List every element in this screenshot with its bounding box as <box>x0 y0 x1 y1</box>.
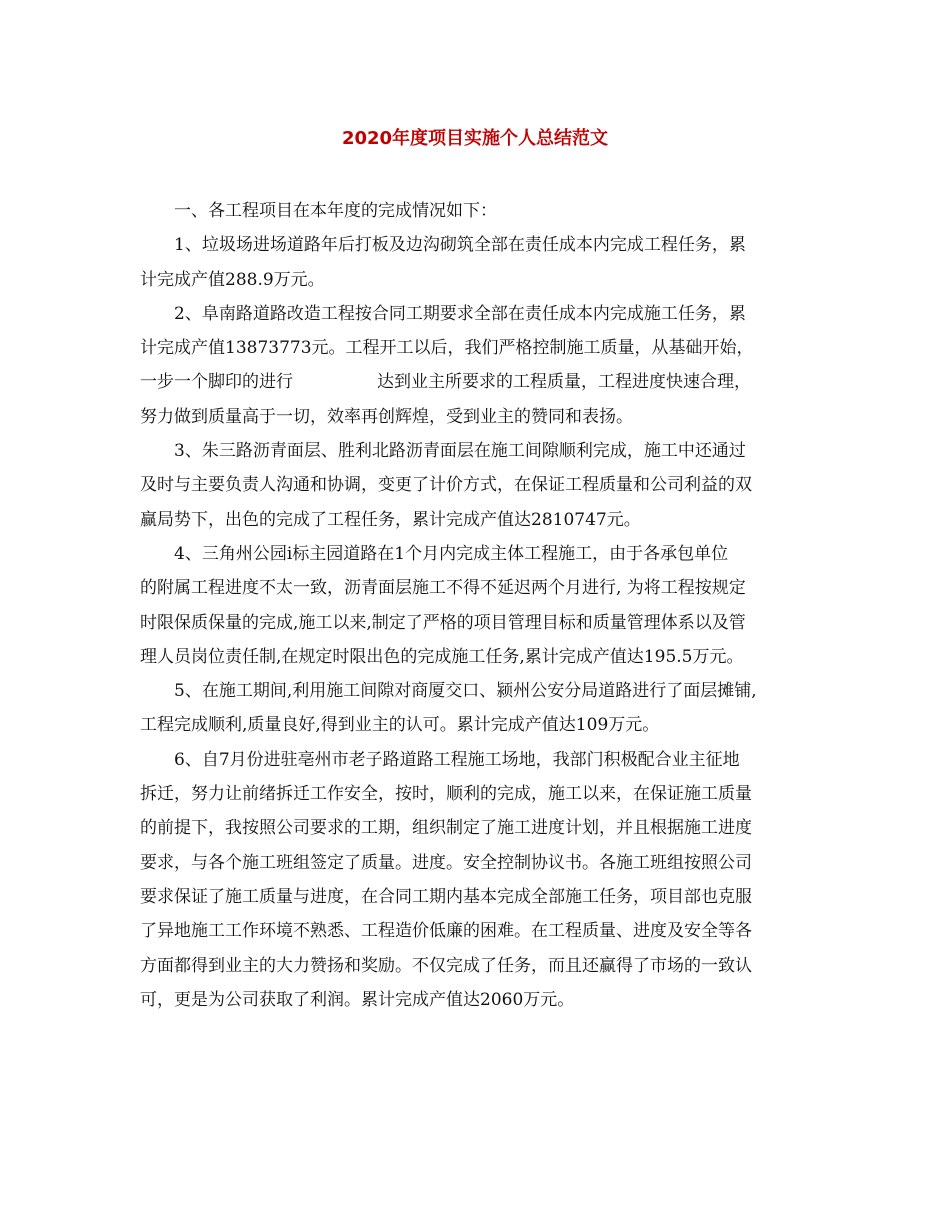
text-line: 一、各工程项目在本年度的完成情况如下： <box>174 201 497 221</box>
text-line: 工程完成顺利,质量良好,得到业主的认可。累计完成产值达109万元。 <box>140 715 660 736</box>
text-line: 3、朱三路沥青面层、胜利北路沥青面层在施工间隙顺利完成，施工中还通过 <box>174 441 746 462</box>
document-body <box>140 194 810 1017</box>
text-line: 理人员岗位责任制,在规定时限出色的完成施工任务,累计完成产值达195.5万元。 <box>140 646 744 667</box>
text-line: 要求，与各个施工班组签定了质量。进度。安全控制协议书。各施工班组按照公司 <box>140 852 752 873</box>
text-line: 及时与主要负责人沟通和协调，变更了计价方式，在保证工程质量和公司利益的双 <box>140 475 752 496</box>
text-line: 的附属工程进度不太一致，沥青面层施工不得不延迟两个月进行, 为将工程按规定 <box>140 578 746 599</box>
text-segment: 一步一个脚印的进行 <box>140 372 293 393</box>
text-line: 时限保质保量的完成,施工以来,制定了严格的项目管理目标和质量管理体系以及管 <box>140 612 746 633</box>
text-line: 方面都得到业主的大力赞扬和奖励。不仅完成了任务，而且还赢得了市场的一致认 <box>140 955 752 976</box>
text-line: 2、阜南路道路改造工程按合同工期要求全部在责任成本内完成施工任务，累 <box>174 303 746 324</box>
text-line: 可，更是为公司获取了利润。累计完成产值达2060万元。 <box>140 989 575 1010</box>
text-line: 6、自7月份进驻亳州市老子路道路工程施工场地，我部门积极配合业主征地 <box>174 749 740 770</box>
text-line: 要求保证了施工质量与进度，在合同工期内基本完成全部施工任务，项目部也克服 <box>140 886 752 907</box>
text-line: 1、垃圾场进场道路年后打板及边沟砌筑全部在责任成本内完成工程任务，累 <box>174 235 746 256</box>
text-line-split <box>140 365 810 399</box>
text-line: 4、三角州公园ⅰ标主园道路在1个月内完成主体工程施工，由于各承包单位 <box>174 543 729 564</box>
text-line: 了异地施工工作环境不熟悉、工程造价低廉的困难。在工程质量、进度及安全等各 <box>140 921 752 942</box>
text-line: 努力做到质量高于一切，效率再创辉煌，受到业主的赞同和表扬。 <box>140 406 633 427</box>
text-line: 拆迁，努力让前绪拆迁工作安全，按时，顺利的完成，施工以来，在保证施工质量 <box>140 784 752 805</box>
text-line: 赢局势下，出色的完成了工程任务，累计完成产值达2810747元。 <box>140 509 641 530</box>
text-line: 计完成产值288.9万元。 <box>140 269 325 290</box>
text-line: 计完成产值13873773元。工程开工以后，我们严格控制施工质量，从基础开始， <box>140 338 754 359</box>
text-segment: 达到业主所要求的工程质量，工程进度快速合理， <box>377 372 751 393</box>
document-title: 2020年度项目实施个人总结范文 <box>341 128 609 149</box>
text-line: 的前提下，我按照公司要求的工期，组织制定了施工进度计划，并且根据施工进度 <box>140 818 752 839</box>
text-line: 5、在施工期间,利用施工间隙对商厦交口、颍州公安分局道路进行了面层摊铺, <box>174 681 757 702</box>
